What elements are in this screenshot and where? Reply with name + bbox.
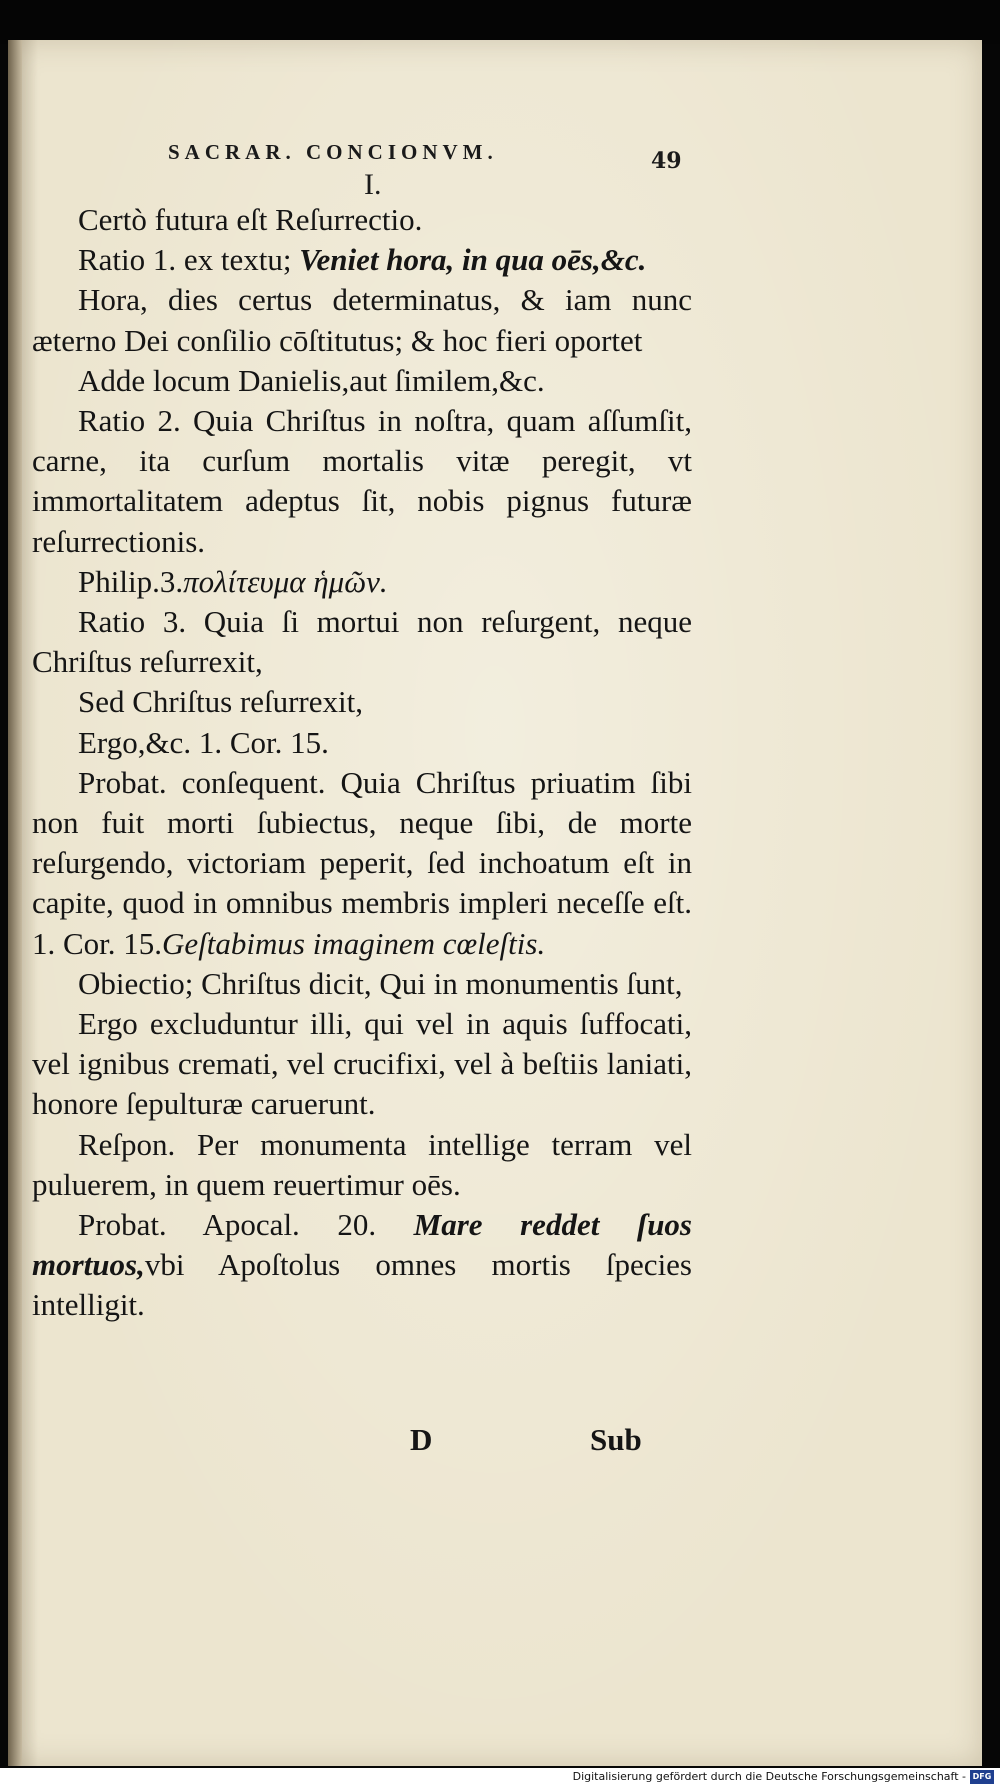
paragraph: Hora, dies certus determinatus, & iam nunc æterno Dei conſilio cōſtitutus; & hoc fieri oportet <box>32 282 692 358</box>
section-number: I. <box>364 168 382 201</box>
paragraph: Ergo,&c. 1. Cor. 15. <box>78 724 329 760</box>
paragraph <box>32 562 692 602</box>
page-number: 49 <box>651 148 682 174</box>
text-run: vbi Apoſtolus omnes mortis ſpecies intelligit. <box>32 1247 692 1323</box>
scripture-quote: Veniet hora, in qua oēs,&c. <box>299 242 647 278</box>
greek-quote: πολίτευμα ἡμῶν. <box>183 563 388 599</box>
funding-notice: Digitalisierung gefördert durch die Deutsche Forschungsgemeinschaft - <box>572 1770 966 1783</box>
page-header <box>168 96 988 174</box>
main-text <box>32 200 692 1326</box>
text-run: Philip.3. <box>78 563 184 599</box>
page-spine <box>8 40 22 1766</box>
digitization-footer <box>0 1768 1000 1788</box>
dfg-logo-icon: DFG <box>970 1770 994 1784</box>
running-head: SACRAR. CONCIONVM. <box>168 140 498 164</box>
paragraph: Obiectio; Chriſtus dicit, Qui in monumentis ſunt, <box>78 965 683 1001</box>
paragraph: Ergo excluduntur illi, qui vel in aquis ſuffocati, vel ignibus cremati, vel crucifixi, vel à beſtiis laniati, honore ſepulturæ caruerunt. <box>32 1006 692 1122</box>
paragraph <box>32 240 692 280</box>
paragraph <box>32 763 692 964</box>
paragraph: Reſpon. Per monumenta intellige terram vel puluerem, in quem reuertimur oēs. <box>32 1126 692 1202</box>
paragraph: Adde locum Danielis,aut ſimilem,&c. <box>78 362 545 398</box>
paragraph: Ratio 2. Quia Chriſtus in noſtra, quam aſſumſit, carne, ita curſum mortalis vitæ peregit, vt immortalitatem adeptus ſit, nobis pignus futuræ reſurrectionis. <box>32 403 692 559</box>
text-run: Probat. conſequent. Quia Chriſtus priuatim ſibi non fuit morti ſubiectus, neque ſibi, de morte reſurgendo, victoriam peperit, ſed inchoatum eſt in capite, quod in omnibus membris impleri neceſſe eſt. 1. Cor. 15. <box>32 764 692 961</box>
catchword: Sub <box>590 1422 642 1457</box>
scripture-quote: Mare reddet ſuos mortuos, <box>32 1207 692 1283</box>
scripture-quote: Geſtabimus imaginem cœleſtis. <box>162 925 546 961</box>
paragraph: Ratio 3. Quia ſi mortui non reſurgent, neque Chriſtus reſurrexit, <box>32 604 692 680</box>
book-page <box>8 40 982 1766</box>
text-run: Probat. Apocal. 20. <box>78 1207 414 1243</box>
paragraph: Sed Chriſtus reſurrexit, <box>78 684 363 720</box>
signature-mark: D <box>410 1422 433 1457</box>
text-run: Ratio 1. ex textu; <box>78 242 300 278</box>
scan-border <box>0 0 1000 44</box>
paragraph <box>32 1205 692 1326</box>
paragraph: Certò futura eſt Reſurrectio. <box>78 202 423 237</box>
